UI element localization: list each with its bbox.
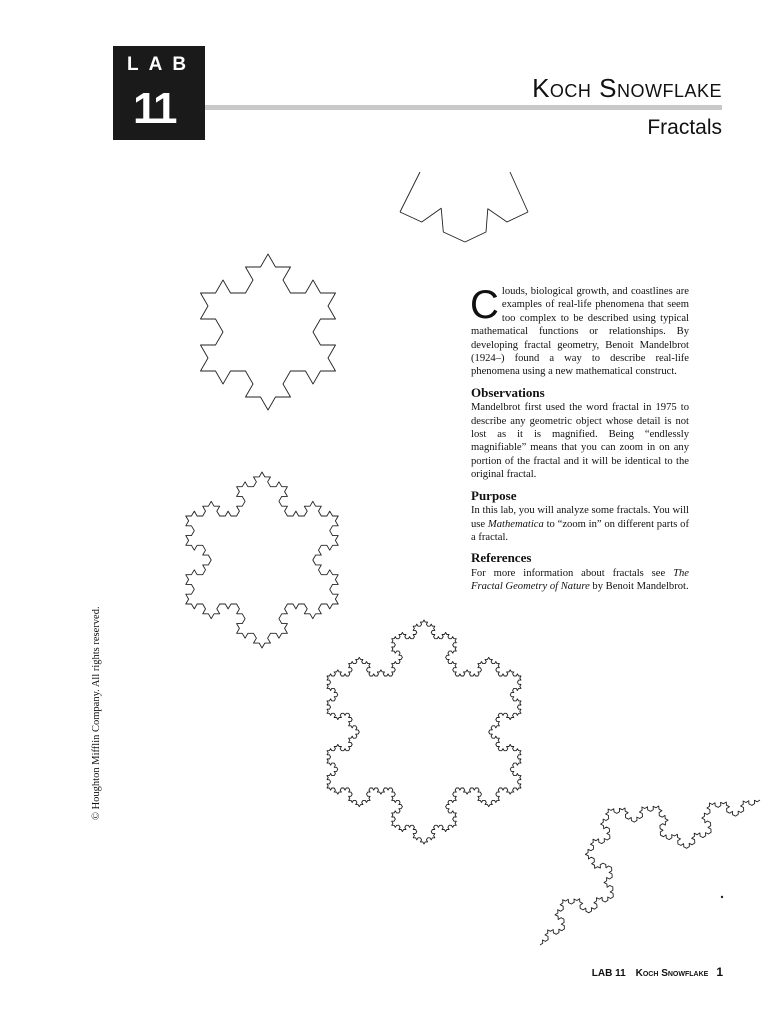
lab-number: 11: [133, 84, 176, 133]
page-footer: [592, 965, 723, 979]
page-title: Koch Snowflake: [532, 73, 722, 103]
koch-partial-top-right: [465, 209, 528, 242]
observations-heading: Observations: [471, 384, 545, 400]
footer-title: Koch Snowflake: [635, 968, 709, 979]
footer-lab: LAB 11: [591, 968, 626, 979]
references-heading: References: [471, 550, 532, 566]
koch-partial-left-edge: [400, 172, 420, 212]
koch-fragment-dot: [721, 896, 723, 898]
koch-snowflake-level-3: [186, 472, 338, 648]
references-paragraph: For more information about fractals see The Fractal Geometry of Nature by Benoit Mandelbrot.: [471, 567, 689, 593]
observations-paragraph: Mandelbrot first used the word fractal in 1975 to describe any geometric object whose detail is not lost as it is magnified. Being “endlessly magnifiable” means that you can zoom in on any portion of the fractal and it will be identical to the original fractal.: [471, 402, 689, 481]
purpose-heading: Purpose: [471, 487, 517, 503]
drop-cap: C: [470, 283, 499, 327]
koch-partial-top-left: [400, 208, 465, 242]
koch-partial-right-edge: [510, 172, 528, 212]
lab-label: LAB: [127, 54, 197, 75]
purpose-paragraph: In this lab, you will analyze some fractals. You will use Mathematica to “zoom in” on different parts of a fractal.: [471, 505, 689, 543]
koch-snowflake-level-2: [201, 254, 336, 410]
koch-zoomed-fragment: [540, 800, 760, 945]
body-text-column: [471, 285, 689, 594]
koch-snowflake-level-4: [327, 620, 521, 844]
copyright-notice: © Houghton Mifflin Company. All rights reserved.: [91, 606, 102, 820]
intro-paragraph: Clouds, biological growth, and coastlines are examples of real-life phenomena that seem too complex to be described using typical mathematical functions or relationships. By developing fractal geometry, Benoit Mandelbrot (1924–) found a way to describe real-life phenomena using a new mathematical construct.: [470, 283, 689, 378]
page-number: 1: [716, 965, 723, 979]
page-subtitle: Fractals: [647, 116, 722, 139]
